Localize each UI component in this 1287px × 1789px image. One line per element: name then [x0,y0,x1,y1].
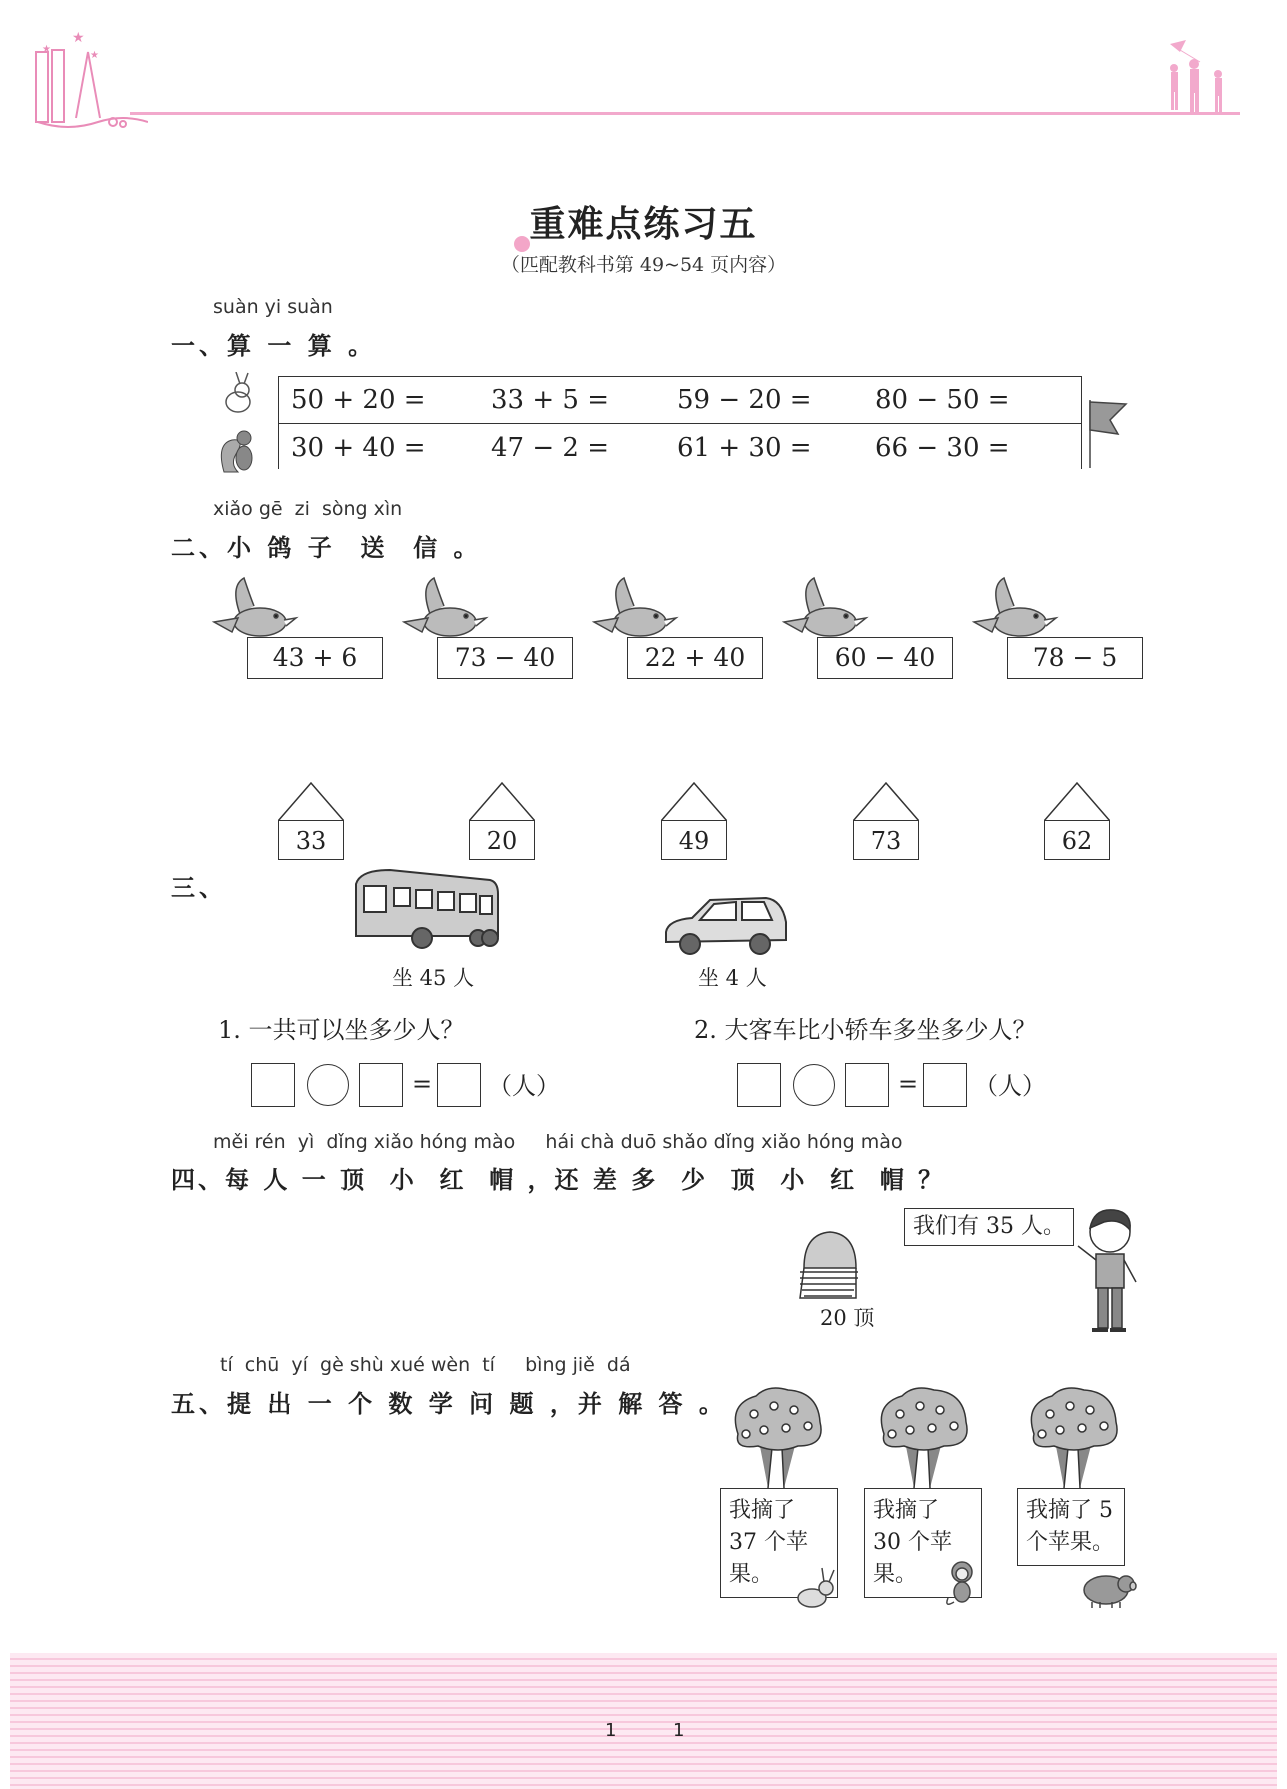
operator-circle[interactable] [793,1064,835,1106]
pigeon-icon [780,576,870,640]
answer-box[interactable] [437,1063,481,1107]
page-number: 1 [673,1720,685,1741]
kids-kite-icon [1160,38,1240,116]
section1-pinyin: suàn yi suàn [213,296,333,318]
question-1: 1. 一共可以坐多少人？ [218,1016,465,1044]
bus-label: 坐 45 人 [392,966,475,990]
house-number: 73 [853,820,919,860]
calc-expr: 61 + 30 = [677,433,812,463]
equals-sign: = [412,1070,433,1098]
speech-bubble: 我们有 35 人。 [904,1208,1074,1246]
section4-pinyin: měi rén yì dǐng xiǎo hóng mào hái chà duō shǎo dǐng xiǎo hóng mào [213,1131,903,1153]
apple-bubble: 我摘了 30 个苹果。 [864,1488,982,1598]
answer-box[interactable] [923,1063,967,1107]
section5-pinyin: tí chū yí gè shù xué wèn tí bìng jiě dá [220,1354,631,1376]
svg-text:★: ★ [72,30,85,46]
hats-stack-icon [796,1228,862,1300]
house-number: 62 [1044,820,1110,860]
question-2: 2. 大客车比小轿车多坐多少人？ [694,1016,1037,1044]
squirrel-icon [216,424,258,476]
car-icon [662,892,790,958]
pigeon-icon [400,576,490,640]
calc-expr: 50 + 20 = [291,385,426,415]
letter-card: 78 − 5 [1007,637,1143,679]
unit-label: （人） [488,1072,560,1100]
page-number: 1 [605,1720,617,1741]
answer-box[interactable] [845,1063,889,1107]
section1-heading: 一、算 一 算 。 [171,332,377,360]
flag-icon [1086,398,1130,470]
monkey-icon [940,1558,984,1610]
calc-expr: 47 − 2 = [491,433,609,463]
calc-expr: 33 + 5 = [491,385,609,415]
calc-expr: 66 − 30 = [875,433,1010,463]
header-rule [130,112,1240,115]
bus-icon [350,864,500,954]
answer-box[interactable] [737,1063,781,1107]
section2-pinyin: xiǎo gē zi sòng xìn [213,498,403,520]
house-number: 49 [661,820,727,860]
pig-icon [1078,1566,1138,1610]
letter-card: 43 + 6 [247,637,383,679]
answer-box[interactable] [251,1063,295,1107]
section5-heading: 五、提 出 一 个 数 学 问 题 ，并 解 答 。 [171,1390,727,1418]
hats-label: 20 顶 [820,1306,875,1330]
operator-circle[interactable] [307,1064,349,1106]
section4-heading: 四、每 人 一 顶 小 红 帽 ，还 差 多 少 顶 小 红 帽 ？ [171,1166,946,1194]
apple-tree-icon [728,1384,828,1488]
answer-box[interactable] [359,1063,403,1107]
page-subtitle: （匹配教科书第 49~54 页内容） [500,254,787,276]
car-label: 坐 4 人 [698,966,767,990]
apple-tree-icon [874,1384,974,1488]
boy-icon [1070,1206,1146,1340]
calc-box-divider [279,423,1081,424]
rabbit-icon [218,372,258,416]
unit-label: （人） [974,1072,1046,1100]
letter-card: 73 − 40 [437,637,573,679]
apple-tree-icon [1024,1384,1124,1488]
calc-expr: 30 + 40 = [291,433,426,463]
apple-bubble: 我摘了 5 个苹果。 [1017,1488,1125,1566]
calc-expr: 59 − 20 = [677,385,812,415]
footer-band [10,1653,1277,1789]
header-logo [28,22,148,132]
svg-text:★: ★ [42,44,51,55]
house-number: 20 [469,820,535,860]
pigeon-icon [210,576,300,640]
calc-expr: 80 − 50 = [875,385,1010,415]
apple-bubble: 我摘了 37 个苹果。 [720,1488,838,1598]
section2-heading: 二、小 鸽 子 送 信 。 [171,534,482,562]
equals-sign: = [898,1070,919,1098]
rabbit-icon [792,1566,838,1610]
letter-card: 60 − 40 [817,637,953,679]
calc-box [278,376,1082,469]
section3-heading: 三、 [171,874,227,902]
pigeon-icon [970,576,1060,640]
letter-card: 22 + 40 [627,637,763,679]
svg-text:★: ★ [90,50,99,61]
pigeon-icon [590,576,680,640]
house-number: 33 [278,820,344,860]
page-title: 重难点练习五 [529,203,758,245]
